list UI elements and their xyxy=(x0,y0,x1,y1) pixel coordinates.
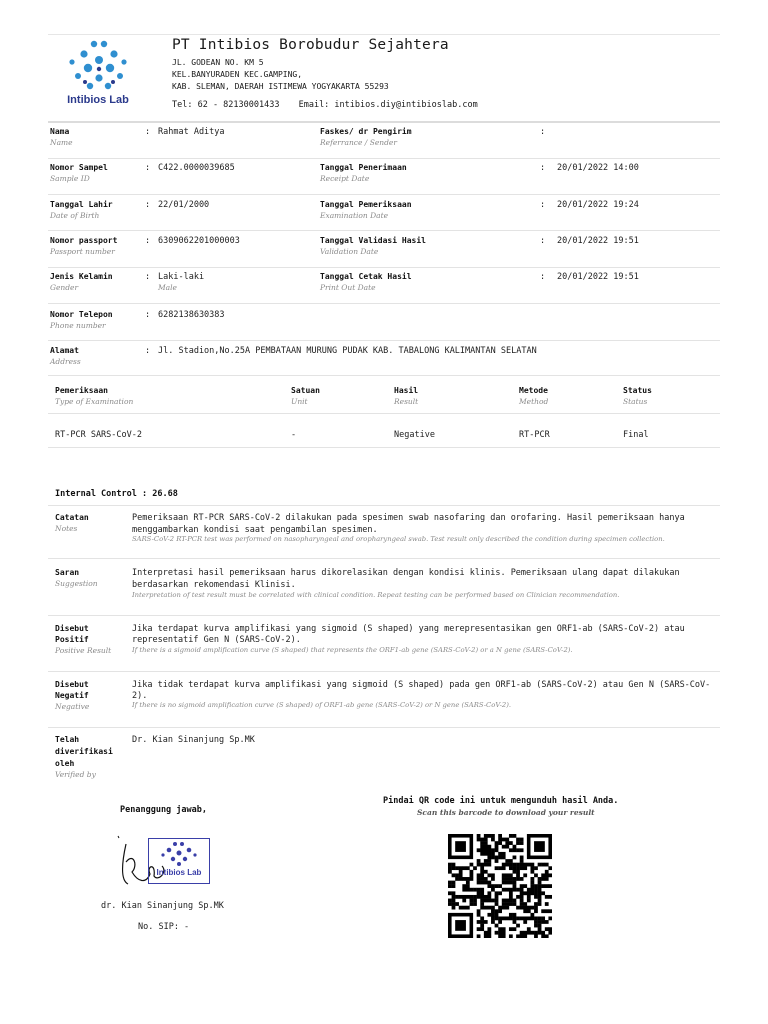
exam-header-status-sub: Status xyxy=(623,397,648,406)
qr-subtitle: Scan this barcode to download your result xyxy=(417,808,595,817)
address-line-1: JL. GODEAN NO. KM 5 xyxy=(172,58,264,67)
stamp-logo-icon xyxy=(149,839,209,869)
exam-cell-type: RT-PCR SARS-CoV-2 xyxy=(55,430,142,440)
notes-text-line-2: menggambarkan kondisi saat pengambilan spesimen. xyxy=(132,525,378,535)
negative-label-line-2: Negatif xyxy=(55,691,89,700)
positive-text-line-1: Jika terdapat kurva amplifikasi yang sigmoid (S shaped) yang merepresentasikan gen ORF1-ab (SARS-CoV-2) atau xyxy=(132,624,685,634)
exam-header-method: Metode xyxy=(519,386,548,395)
phone-label: Nomor Telepon xyxy=(50,310,113,319)
verifier-name: Dr. Kian Sinanjung Sp.MK xyxy=(132,735,255,745)
exam-header-unit: Satuan xyxy=(291,386,320,395)
section-divider xyxy=(48,671,720,672)
positive-sublabel: Positive Result xyxy=(55,646,112,655)
row-divider xyxy=(48,194,720,195)
dob-colon: : xyxy=(145,200,151,210)
row-divider xyxy=(48,267,720,268)
signature-and-stamp xyxy=(116,822,236,898)
lab-stamp xyxy=(148,838,210,884)
section-divider xyxy=(48,727,720,728)
stamp-wordmark: Intibios Lab xyxy=(156,868,202,877)
address-label: Alamat xyxy=(50,346,79,355)
sender-colon: : xyxy=(540,127,546,137)
row-divider xyxy=(48,158,720,159)
exam-header-type: Pemeriksaan xyxy=(55,386,108,395)
phone-sublabel: Phone number xyxy=(50,321,106,330)
address-line-3: KAB. SLEMAN, DAERAH ISTIMEWA YOGYAKARTA 55293 xyxy=(172,82,389,91)
row-divider xyxy=(48,340,720,341)
gender-sublabel: Gender xyxy=(50,283,79,292)
sample-sublabel: Sample ID xyxy=(50,174,90,183)
exam-header-type-sub: Type of Examination xyxy=(55,397,134,406)
phone-value: 6282138630383 xyxy=(158,310,225,320)
exam-cell-status: Final xyxy=(623,430,649,440)
notes-english: SARS-CoV-2 RT-PCR test was performed on nasopharyngeal and oropharyngeal swab. Test result only described the condition during specimen collection. xyxy=(132,535,665,543)
section-divider xyxy=(48,615,720,616)
exam-date-label: Tanggal Pemeriksaan xyxy=(320,200,412,209)
doctor-name: dr. Kian Sinanjung Sp.MK xyxy=(101,901,224,911)
gender-value: Laki-laki xyxy=(158,272,205,282)
sender-sublabel: Referrance / Sender xyxy=(320,138,397,147)
positive-english: If there is a sigmoid amplification curve (S shaped) that represents the ORF1-ab gene (SARS-CoV-2) or a N gene (SARS-CoV-2). xyxy=(132,646,573,654)
negative-sublabel: Negative xyxy=(55,702,90,711)
exam-header-unit-sub: Unit xyxy=(291,397,308,406)
notes-label: Catatan xyxy=(55,513,89,522)
exam-cell-method: RT-PCR xyxy=(519,430,550,440)
validation-label: Tanggal Validasi Hasil xyxy=(320,236,426,245)
receipt-value: 20/01/2022 14:00 xyxy=(557,163,639,173)
company-phone: Tel: 62 - 82130001433 xyxy=(172,100,280,110)
print-label: Tanggal Cetak Hasil xyxy=(320,272,412,281)
qr-code-icon xyxy=(448,834,552,938)
suggestion-english: Interpretation of test result must be correlated with clinical condition. Repeat testing can be performed based on Clinician recommendation. xyxy=(132,591,620,599)
sender-label: Faskes/ dr Pengirim xyxy=(320,127,412,136)
row-divider xyxy=(48,303,720,304)
verified-label-line-1: Telah xyxy=(55,735,80,744)
exam-cell-unit: - xyxy=(291,430,297,440)
print-colon: : xyxy=(540,272,546,282)
logo-wordmark: Intibios Lab xyxy=(67,94,129,106)
name-label: Nama xyxy=(50,127,70,136)
dob-sublabel: Date of Birth xyxy=(50,211,100,220)
notes-sublabel: Notes xyxy=(55,524,78,533)
receipt-colon: : xyxy=(540,163,546,173)
qr-code xyxy=(448,834,552,938)
address-line-2: KEL.BANYURADEN KEC.GAMPING, xyxy=(172,70,303,79)
table-divider xyxy=(48,447,720,448)
validation-value: 20/01/2022 19:51 xyxy=(557,236,639,246)
suggestion-text-line-2: berdasarkan rekomendasi Klinisi. xyxy=(132,580,296,590)
suggestion-sublabel: Suggestion xyxy=(55,579,98,588)
sample-colon: : xyxy=(145,163,151,173)
negative-label-line-1: Disebut xyxy=(55,680,89,689)
row-divider xyxy=(48,230,720,231)
positive-text-line-2: representatif Gen N (SARS-CoV-2). xyxy=(132,635,301,645)
positive-label-line-2: Positif xyxy=(55,635,89,644)
name-colon: : xyxy=(145,127,151,137)
passport-sublabel: Passport number xyxy=(50,247,115,256)
header-bottom-rule xyxy=(48,121,720,123)
address-value: Jl. Stadion,No.25A PEMBATAAN MURUNG PUDAK KAB. TABALONG KALIMANTAN SELATAN xyxy=(158,346,537,356)
passport-colon: : xyxy=(145,236,151,246)
negative-text-line-1: Jika tidak terdapat kurva amplifikasi yang sigmoid (S shaped) pada gen ORF1-ab (SARS-CoV-2) atau Gen N (SARS-CoV- xyxy=(132,680,711,690)
passport-label: Nomor passport xyxy=(50,236,118,245)
negative-text-line-2: 2). xyxy=(132,691,148,701)
dob-label: Tanggal Lahir xyxy=(50,200,113,209)
gender-label: Jenis Kelamin xyxy=(50,272,113,281)
exam-header-status: Status xyxy=(623,386,652,395)
validation-sublabel: Validation Date xyxy=(320,247,379,256)
verified-sublabel: Verified by xyxy=(55,770,96,779)
suggestion-text-line-1: Interpretasi hasil pemeriksaan harus dikorelasikan dengan kondisi klinis. Pemeriksaan ulang dapat dilakukan xyxy=(132,568,680,578)
negative-english: If there is no sigmoid amplification curve (S shaped) of ORF1-ab gene (SARS-CoV-2) or N gene (SARS-CoV-2). xyxy=(132,701,512,709)
gender-value-english: Male xyxy=(158,283,177,292)
gender-colon: : xyxy=(145,272,151,282)
contact-line xyxy=(172,100,492,110)
exam-date-colon: : xyxy=(540,200,546,210)
header-top-rule xyxy=(48,34,720,35)
address-sublabel: Address xyxy=(50,357,81,366)
sip-number: No. SIP: - xyxy=(138,922,190,932)
dob-value: 22/01/2000 xyxy=(158,200,210,210)
validation-colon: : xyxy=(540,236,546,246)
positive-label-line-1: Disebut xyxy=(55,624,89,633)
passport-value: 6309062201000003 xyxy=(158,236,240,246)
exam-header-method-sub: Method xyxy=(519,397,549,406)
notes-text-line-1: Pemeriksaan RT-PCR SARS-CoV-2 dilakukan pada spesimen swab nasofaring dan orofaring. Hasil pemeriksaan hanya xyxy=(132,513,685,523)
phone-colon: : xyxy=(145,310,151,320)
row-divider xyxy=(48,375,720,376)
company-email: Email: intibios.diy@intibioslab.com xyxy=(298,100,478,110)
sample-value: C422.0000039685 xyxy=(158,163,235,173)
name-value: Rahmat Aditya xyxy=(158,127,225,137)
exam-cell-result: Negative xyxy=(394,430,435,440)
sample-label: Nomor Sampel xyxy=(50,163,108,172)
print-value: 20/01/2022 19:51 xyxy=(557,272,639,282)
receipt-sublabel: Receipt Date xyxy=(320,174,370,183)
exam-date-value: 20/01/2022 19:24 xyxy=(557,200,639,210)
print-sublabel: Print Out Date xyxy=(320,283,376,292)
exam-header-result: Hasil xyxy=(394,386,419,395)
exam-header-result-sub: Result xyxy=(394,397,419,406)
section-divider xyxy=(48,558,720,559)
exam-date-sublabel: Examination Date xyxy=(320,211,389,220)
table-divider xyxy=(48,413,720,414)
name-sublabel: Name xyxy=(50,138,73,147)
verified-label-line-3: oleh xyxy=(55,759,75,768)
receipt-label: Tanggal Penerimaan xyxy=(320,163,407,172)
section-divider xyxy=(48,505,720,506)
responsible-label: Penanggung jawab, xyxy=(120,805,207,815)
address-colon: : xyxy=(145,346,151,356)
verified-label-line-2: diverifikasi xyxy=(55,747,113,756)
company-name: PT Intibios Borobudur Sejahtera xyxy=(172,37,449,53)
internal-control: Internal Control : 26.68 xyxy=(55,489,178,499)
company-logo xyxy=(58,38,138,112)
suggestion-label: Saran xyxy=(55,568,80,577)
qr-title: Pindai QR code ini untuk mengunduh hasil Anda. xyxy=(383,796,619,806)
